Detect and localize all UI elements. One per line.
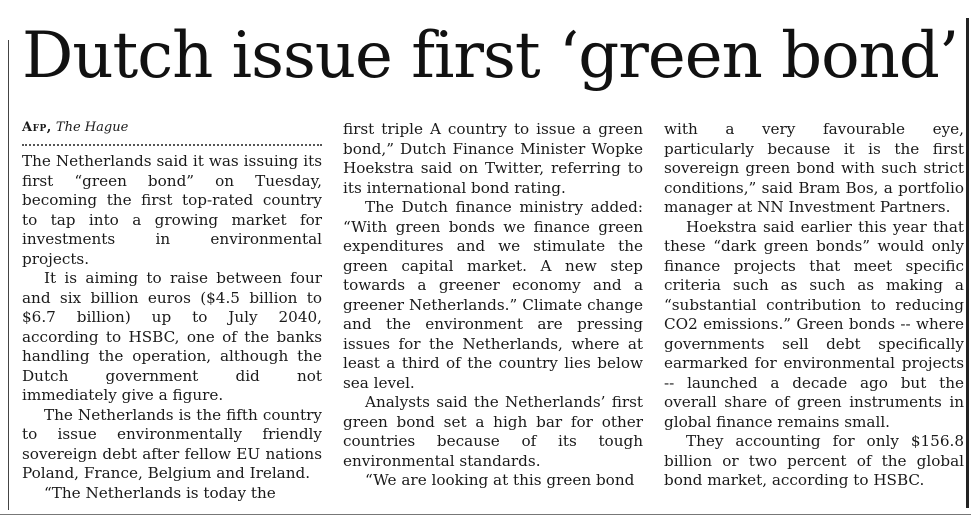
right-edge-rule <box>966 18 969 508</box>
paragraph: “The Netherlands is today the <box>44 483 276 502</box>
dotted-divider <box>22 144 322 146</box>
paragraph: “We are looking at this green bond <box>365 471 635 489</box>
paragraph: The Netherlands is the fifth country to issue environmentally friendly sovereign debt after fellow EU nations Poland, France, Belgium and Ireland. <box>22 405 322 482</box>
article-column-3 <box>664 120 964 491</box>
headline: Dutch issue first ‘green bond’ <box>22 19 959 93</box>
bottom-rule <box>0 514 971 515</box>
paragraph: The Dutch finance ministry added: “With green bonds we finance green expenditures and we stimulate the green capital market. A new step towards a greener economy and a greener Netherlands.” Climate change and the environment are pressing issues for the Netherlands, where at least a third of the country lies below sea level. <box>343 198 643 392</box>
paragraph: first triple A country to issue a green bond,” Dutch Finance Minister Wopke Hoekstra said on Twitter, referring to its international bond rating. <box>343 120 643 197</box>
left-column-rule <box>8 40 9 510</box>
paragraph: They accounting for only $156.8 billion or two percent of the global bond market, according to HSBC. <box>664 432 964 489</box>
article-column-2 <box>343 120 643 491</box>
article-column-1 <box>22 118 322 503</box>
byline-agency: Afp, <box>22 120 52 135</box>
byline-place: The Hague <box>55 120 129 135</box>
paragraph: It is aiming to raise between four and six billion euros ($4.5 billion to $6.7 billion) up to July 2040, according to HSBC, one of the banks handling the operation, although the Dutch government did not immediately give a figure. <box>22 269 322 404</box>
paragraph: Analysts said the Netherlands’ first green bond set a high bar for other countries because of its tough environmental standards. <box>343 393 643 470</box>
byline <box>22 118 322 136</box>
paragraph: with a very favourable eye, particularly because it is the first sovereign green bond with such strict conditions,” said Bram Bos, a portfolio manager at NN Investment Partners. <box>664 120 964 216</box>
paragraph: The Netherlands said it was issuing its first “green bond” on Tuesday, becoming the first top-rated country to tap into a growing market for investments in environmental projects. <box>22 152 322 268</box>
paragraph: Hoekstra said earlier this year that these “dark green bonds” would only finance projects that meet specific criteria such as such as making a “substantial contribution to reducing CO2 emissions.” Green bonds -- where governments sell debt specifically earmarked for environmental projects -- launched a decade ago but the overall share of green instruments in global finance remains small. <box>664 217 964 431</box>
